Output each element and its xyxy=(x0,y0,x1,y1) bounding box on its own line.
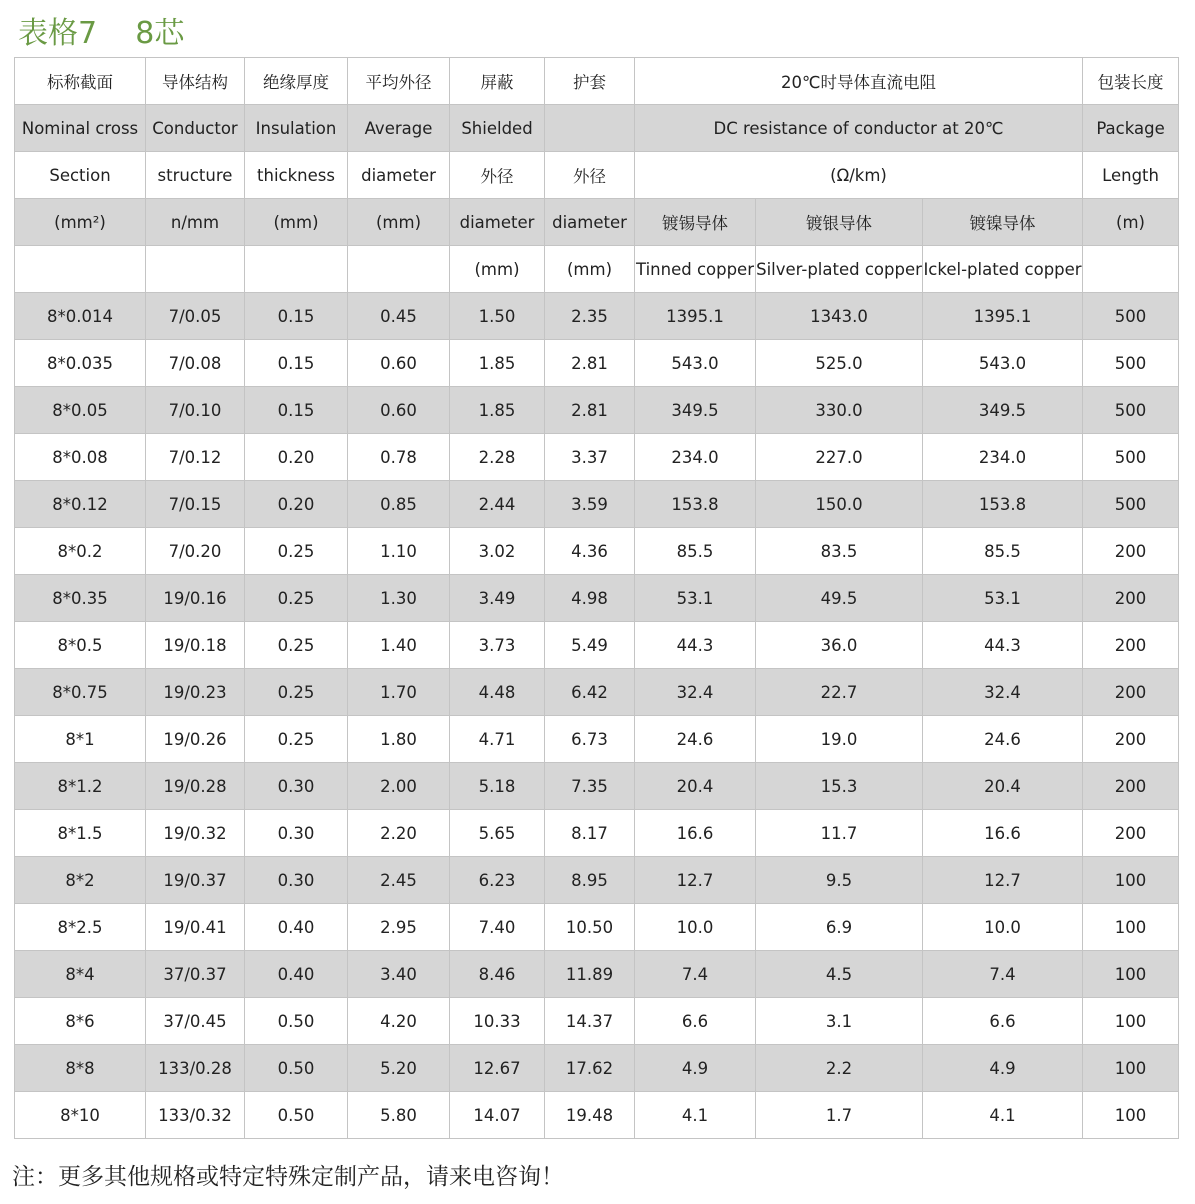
header-cell: Section xyxy=(15,152,146,199)
table-cell: 8*0.5 xyxy=(15,622,146,669)
header-cell xyxy=(348,246,450,293)
table-cell: 133/0.32 xyxy=(146,1092,245,1139)
header-cell xyxy=(15,246,146,293)
table-cell: 32.4 xyxy=(923,669,1083,716)
table-cell: 1.30 xyxy=(348,575,450,622)
table-cell: 4.9 xyxy=(635,1045,756,1092)
table-cell: 153.8 xyxy=(635,481,756,528)
table-cell: 1.50 xyxy=(450,293,545,340)
header-cell: 标称截面 xyxy=(15,58,146,105)
table-cell: 0.20 xyxy=(245,481,348,528)
table-cell: 9.5 xyxy=(756,857,923,904)
table-cell: 3.40 xyxy=(348,951,450,998)
table-cell: 100 xyxy=(1083,1092,1179,1139)
table-cell: 0.40 xyxy=(245,951,348,998)
table-cell: 83.5 xyxy=(756,528,923,575)
table-cell: 19.48 xyxy=(545,1092,635,1139)
table-cell: 4.48 xyxy=(450,669,545,716)
table-cell: 0.15 xyxy=(245,340,348,387)
table-cell: 7/0.10 xyxy=(146,387,245,434)
table-cell: 2.20 xyxy=(348,810,450,857)
table-cell: 10.33 xyxy=(450,998,545,1045)
table-cell: 150.0 xyxy=(756,481,923,528)
table-cell: 200 xyxy=(1083,810,1179,857)
header-row-5 xyxy=(15,246,1179,293)
table-row xyxy=(15,810,1179,857)
table-cell: 330.0 xyxy=(756,387,923,434)
table-cell: 500 xyxy=(1083,293,1179,340)
header-cell xyxy=(1083,246,1179,293)
table-row xyxy=(15,575,1179,622)
table-row xyxy=(15,340,1179,387)
header-cell: Average xyxy=(348,105,450,152)
table-cell: 2.95 xyxy=(348,904,450,951)
table-row xyxy=(15,622,1179,669)
table-cell: 8*1 xyxy=(15,716,146,763)
header-cell: Tinned copper xyxy=(635,246,756,293)
spec-table xyxy=(14,57,1179,1139)
table-cell: 0.15 xyxy=(245,293,348,340)
table-cell: 8.46 xyxy=(450,951,545,998)
table-cell: 500 xyxy=(1083,481,1179,528)
header-cell: 绝缘厚度 xyxy=(245,58,348,105)
table-cell: 10.0 xyxy=(635,904,756,951)
table-cell: 0.50 xyxy=(245,998,348,1045)
table-cell: 1395.1 xyxy=(635,293,756,340)
table-cell: 19/0.18 xyxy=(146,622,245,669)
header-cell: 护套 xyxy=(545,58,635,105)
table-cell: 2.44 xyxy=(450,481,545,528)
table-cell: 3.59 xyxy=(545,481,635,528)
table-cell: 200 xyxy=(1083,669,1179,716)
table-cell: 2.35 xyxy=(545,293,635,340)
header-cell xyxy=(245,246,348,293)
table-cell: 3.37 xyxy=(545,434,635,481)
header-row-1 xyxy=(15,58,1179,105)
table-cell: 4.36 xyxy=(545,528,635,575)
table-cell: 19/0.28 xyxy=(146,763,245,810)
table-cell: 8*0.05 xyxy=(15,387,146,434)
table-cell: 16.6 xyxy=(923,810,1083,857)
table-row xyxy=(15,716,1179,763)
table-cell: 6.6 xyxy=(635,998,756,1045)
table-cell: 19/0.26 xyxy=(146,716,245,763)
header-cell: thickness xyxy=(245,152,348,199)
table-cell: 4.1 xyxy=(635,1092,756,1139)
table-cell: 7/0.20 xyxy=(146,528,245,575)
table-cell: 7/0.15 xyxy=(146,481,245,528)
header-cell: diameter xyxy=(348,152,450,199)
table-cell: 200 xyxy=(1083,763,1179,810)
header-cell: Package xyxy=(1083,105,1179,152)
header-cell: diameter xyxy=(450,199,545,246)
header-cell: (Ω/km) xyxy=(635,152,1083,199)
table-cell: 200 xyxy=(1083,622,1179,669)
table-cell: 85.5 xyxy=(923,528,1083,575)
table-cell: 8*1.2 xyxy=(15,763,146,810)
table-cell: 5.49 xyxy=(545,622,635,669)
table-cell: 153.8 xyxy=(923,481,1083,528)
header-cell: (mm) xyxy=(245,199,348,246)
table-cell: 32.4 xyxy=(635,669,756,716)
table-cell: 19.0 xyxy=(756,716,923,763)
table-cell: 20.4 xyxy=(923,763,1083,810)
table-cell: 0.30 xyxy=(245,857,348,904)
table-cell: 6.42 xyxy=(545,669,635,716)
table-row xyxy=(15,481,1179,528)
table-cell: 8*0.014 xyxy=(15,293,146,340)
table-cell: 5.18 xyxy=(450,763,545,810)
table-cell: 0.50 xyxy=(245,1092,348,1139)
table-cell: 0.20 xyxy=(245,434,348,481)
table-cell: 8*8 xyxy=(15,1045,146,1092)
table-cell: 20.4 xyxy=(635,763,756,810)
table-cell: 8*0.035 xyxy=(15,340,146,387)
table-cell: 8*0.75 xyxy=(15,669,146,716)
table-cell: 24.6 xyxy=(635,716,756,763)
header-cell: 20℃时导体直流电阻 xyxy=(635,58,1083,105)
header-cell xyxy=(545,105,635,152)
table-cell: 1.40 xyxy=(348,622,450,669)
table-cell: 3.73 xyxy=(450,622,545,669)
table-cell: 200 xyxy=(1083,528,1179,575)
table-cell: 8*4 xyxy=(15,951,146,998)
header-cell: Conductor xyxy=(146,105,245,152)
table-cell: 19/0.41 xyxy=(146,904,245,951)
header-cell: 镀镍导体 xyxy=(923,199,1083,246)
table-cell: 19/0.37 xyxy=(146,857,245,904)
table-cell: 53.1 xyxy=(923,575,1083,622)
table-cell: 100 xyxy=(1083,1045,1179,1092)
table-cell: 0.15 xyxy=(245,387,348,434)
table-cell: 0.25 xyxy=(245,669,348,716)
table-cell: 0.50 xyxy=(245,1045,348,1092)
table-cell: 5.80 xyxy=(348,1092,450,1139)
table-cell: 8.17 xyxy=(545,810,635,857)
table-row xyxy=(15,951,1179,998)
table-cell: 14.07 xyxy=(450,1092,545,1139)
table-cell: 4.71 xyxy=(450,716,545,763)
table-cell: 0.40 xyxy=(245,904,348,951)
table-cell: 525.0 xyxy=(756,340,923,387)
table-cell: 8*0.12 xyxy=(15,481,146,528)
table-cell: 85.5 xyxy=(635,528,756,575)
table-cell: 100 xyxy=(1083,951,1179,998)
table-cell: 0.78 xyxy=(348,434,450,481)
header-cell: 平均外径 xyxy=(348,58,450,105)
table-cell: 17.62 xyxy=(545,1045,635,1092)
header-cell: 导体结构 xyxy=(146,58,245,105)
table-cell: 8*1.5 xyxy=(15,810,146,857)
table-cell: 0.30 xyxy=(245,810,348,857)
table-cell: 0.25 xyxy=(245,528,348,575)
table-cell: 19/0.32 xyxy=(146,810,245,857)
table-cell: 1.85 xyxy=(450,387,545,434)
footer-note: 注：更多其他规格或特定特殊定制产品，请来电咨询！ xyxy=(12,1164,564,1190)
table-cell: 3.49 xyxy=(450,575,545,622)
table-row xyxy=(15,528,1179,575)
header-row-3 xyxy=(15,152,1179,199)
table-cell: 7.40 xyxy=(450,904,545,951)
table-cell: 2.45 xyxy=(348,857,450,904)
table-cell: 500 xyxy=(1083,340,1179,387)
header-cell: Insulation xyxy=(245,105,348,152)
table-cell: 3.02 xyxy=(450,528,545,575)
header-cell: structure xyxy=(146,152,245,199)
table-cell: 100 xyxy=(1083,857,1179,904)
table-cell: 2.28 xyxy=(450,434,545,481)
table-cell: 8*6 xyxy=(15,998,146,1045)
table-cell: 12.67 xyxy=(450,1045,545,1092)
table-cell: 14.37 xyxy=(545,998,635,1045)
table-cell: 0.60 xyxy=(348,387,450,434)
header-cell: Nominal cross xyxy=(15,105,146,152)
table-cell: 5.65 xyxy=(450,810,545,857)
table-cell: 8*0.2 xyxy=(15,528,146,575)
table-cell: 227.0 xyxy=(756,434,923,481)
header-cell: (mm) xyxy=(348,199,450,246)
table-cell: 6.9 xyxy=(756,904,923,951)
table-cell: 15.3 xyxy=(756,763,923,810)
table-cell: 8.95 xyxy=(545,857,635,904)
table-cell: 1.70 xyxy=(348,669,450,716)
header-cell: (mm²) xyxy=(15,199,146,246)
table-row xyxy=(15,293,1179,340)
header-cell: 镀银导体 xyxy=(756,199,923,246)
table-cell: 4.9 xyxy=(923,1045,1083,1092)
header-cell: diameter xyxy=(545,199,635,246)
table-row xyxy=(15,904,1179,951)
table-cell: 1.10 xyxy=(348,528,450,575)
table-cell: 7/0.12 xyxy=(146,434,245,481)
table-cell: 0.30 xyxy=(245,763,348,810)
table-row xyxy=(15,434,1179,481)
table-cell: 44.3 xyxy=(923,622,1083,669)
table-row xyxy=(15,1092,1179,1139)
table-row xyxy=(15,998,1179,1045)
table-cell: 7/0.05 xyxy=(146,293,245,340)
table-cell: 4.1 xyxy=(923,1092,1083,1139)
table-cell: 36.0 xyxy=(756,622,923,669)
header-cell: (m) xyxy=(1083,199,1179,246)
header-cell: (mm) xyxy=(450,246,545,293)
table-cell: 2.2 xyxy=(756,1045,923,1092)
table-row xyxy=(15,763,1179,810)
header-cell: 外径 xyxy=(450,152,545,199)
table-cell: 2.81 xyxy=(545,387,635,434)
table-cell: 0.25 xyxy=(245,575,348,622)
table-cell: 4.5 xyxy=(756,951,923,998)
table-cell: 0.60 xyxy=(348,340,450,387)
table-row xyxy=(15,387,1179,434)
table-row xyxy=(15,1045,1179,1092)
table-cell: 10.50 xyxy=(545,904,635,951)
table-cell: 0.25 xyxy=(245,622,348,669)
header-cell: 镀锡导体 xyxy=(635,199,756,246)
table-cell: 19/0.16 xyxy=(146,575,245,622)
table-cell: 53.1 xyxy=(635,575,756,622)
document-title: 表格7 8芯 xyxy=(18,16,185,51)
table-cell: 500 xyxy=(1083,434,1179,481)
table-cell: 100 xyxy=(1083,998,1179,1045)
table-cell: 0.45 xyxy=(348,293,450,340)
table-cell: 19/0.23 xyxy=(146,669,245,716)
table-cell: 1.7 xyxy=(756,1092,923,1139)
table-cell: 3.1 xyxy=(756,998,923,1045)
header-row-4 xyxy=(15,199,1179,246)
table-cell: 6.23 xyxy=(450,857,545,904)
table-cell: 100 xyxy=(1083,904,1179,951)
table-row xyxy=(15,669,1179,716)
table-cell: 22.7 xyxy=(756,669,923,716)
table-cell: 349.5 xyxy=(635,387,756,434)
table-cell: 11.7 xyxy=(756,810,923,857)
table-cell: 12.7 xyxy=(635,857,756,904)
table-cell: 0.85 xyxy=(348,481,450,528)
table-cell: 49.5 xyxy=(756,575,923,622)
table-cell: 4.20 xyxy=(348,998,450,1045)
table-cell: 7.35 xyxy=(545,763,635,810)
table-cell: 543.0 xyxy=(635,340,756,387)
table-cell: 6.73 xyxy=(545,716,635,763)
header-cell: 外径 xyxy=(545,152,635,199)
table-cell: 10.0 xyxy=(923,904,1083,951)
table-cell: 543.0 xyxy=(923,340,1083,387)
header-cell: 包装长度 xyxy=(1083,58,1179,105)
table-cell: 0.25 xyxy=(245,716,348,763)
table-cell: 8*10 xyxy=(15,1092,146,1139)
table-cell: 7.4 xyxy=(635,951,756,998)
table-cell: 500 xyxy=(1083,387,1179,434)
table-cell: 4.98 xyxy=(545,575,635,622)
table-cell: 234.0 xyxy=(923,434,1083,481)
header-cell xyxy=(146,246,245,293)
table-cell: 1.85 xyxy=(450,340,545,387)
table-cell: 24.6 xyxy=(923,716,1083,763)
table-cell: 12.7 xyxy=(923,857,1083,904)
table-cell: 8*2 xyxy=(15,857,146,904)
table-cell: 44.3 xyxy=(635,622,756,669)
table-cell: 1343.0 xyxy=(756,293,923,340)
header-cell: Silver-plated copper xyxy=(756,246,923,293)
table-cell: 8*0.08 xyxy=(15,434,146,481)
table-cell: 37/0.37 xyxy=(146,951,245,998)
table-cell: 1395.1 xyxy=(923,293,1083,340)
table-cell: 8*2.5 xyxy=(15,904,146,951)
table-cell: 7.4 xyxy=(923,951,1083,998)
table-cell: 2.81 xyxy=(545,340,635,387)
table-cell: 37/0.45 xyxy=(146,998,245,1045)
header-cell: Length xyxy=(1083,152,1179,199)
table-cell: 349.5 xyxy=(923,387,1083,434)
header-cell: 屏蔽 xyxy=(450,58,545,105)
table-cell: 8*0.35 xyxy=(15,575,146,622)
table-cell: 7/0.08 xyxy=(146,340,245,387)
table-cell: 133/0.28 xyxy=(146,1045,245,1092)
table-cell: 11.89 xyxy=(545,951,635,998)
table-cell: 234.0 xyxy=(635,434,756,481)
table-cell: 6.6 xyxy=(923,998,1083,1045)
header-cell: Ickel-plated copper xyxy=(923,246,1083,293)
table-cell: 2.00 xyxy=(348,763,450,810)
table-cell: 1.80 xyxy=(348,716,450,763)
table-cell: 16.6 xyxy=(635,810,756,857)
header-cell: DC resistance of conductor at 20℃ xyxy=(635,105,1083,152)
table-row xyxy=(15,857,1179,904)
table-cell: 5.20 xyxy=(348,1045,450,1092)
header-cell: n/mm xyxy=(146,199,245,246)
table-cell: 200 xyxy=(1083,716,1179,763)
header-cell: Shielded xyxy=(450,105,545,152)
header-row-2 xyxy=(15,105,1179,152)
table-cell: 200 xyxy=(1083,575,1179,622)
header-cell: (mm) xyxy=(545,246,635,293)
